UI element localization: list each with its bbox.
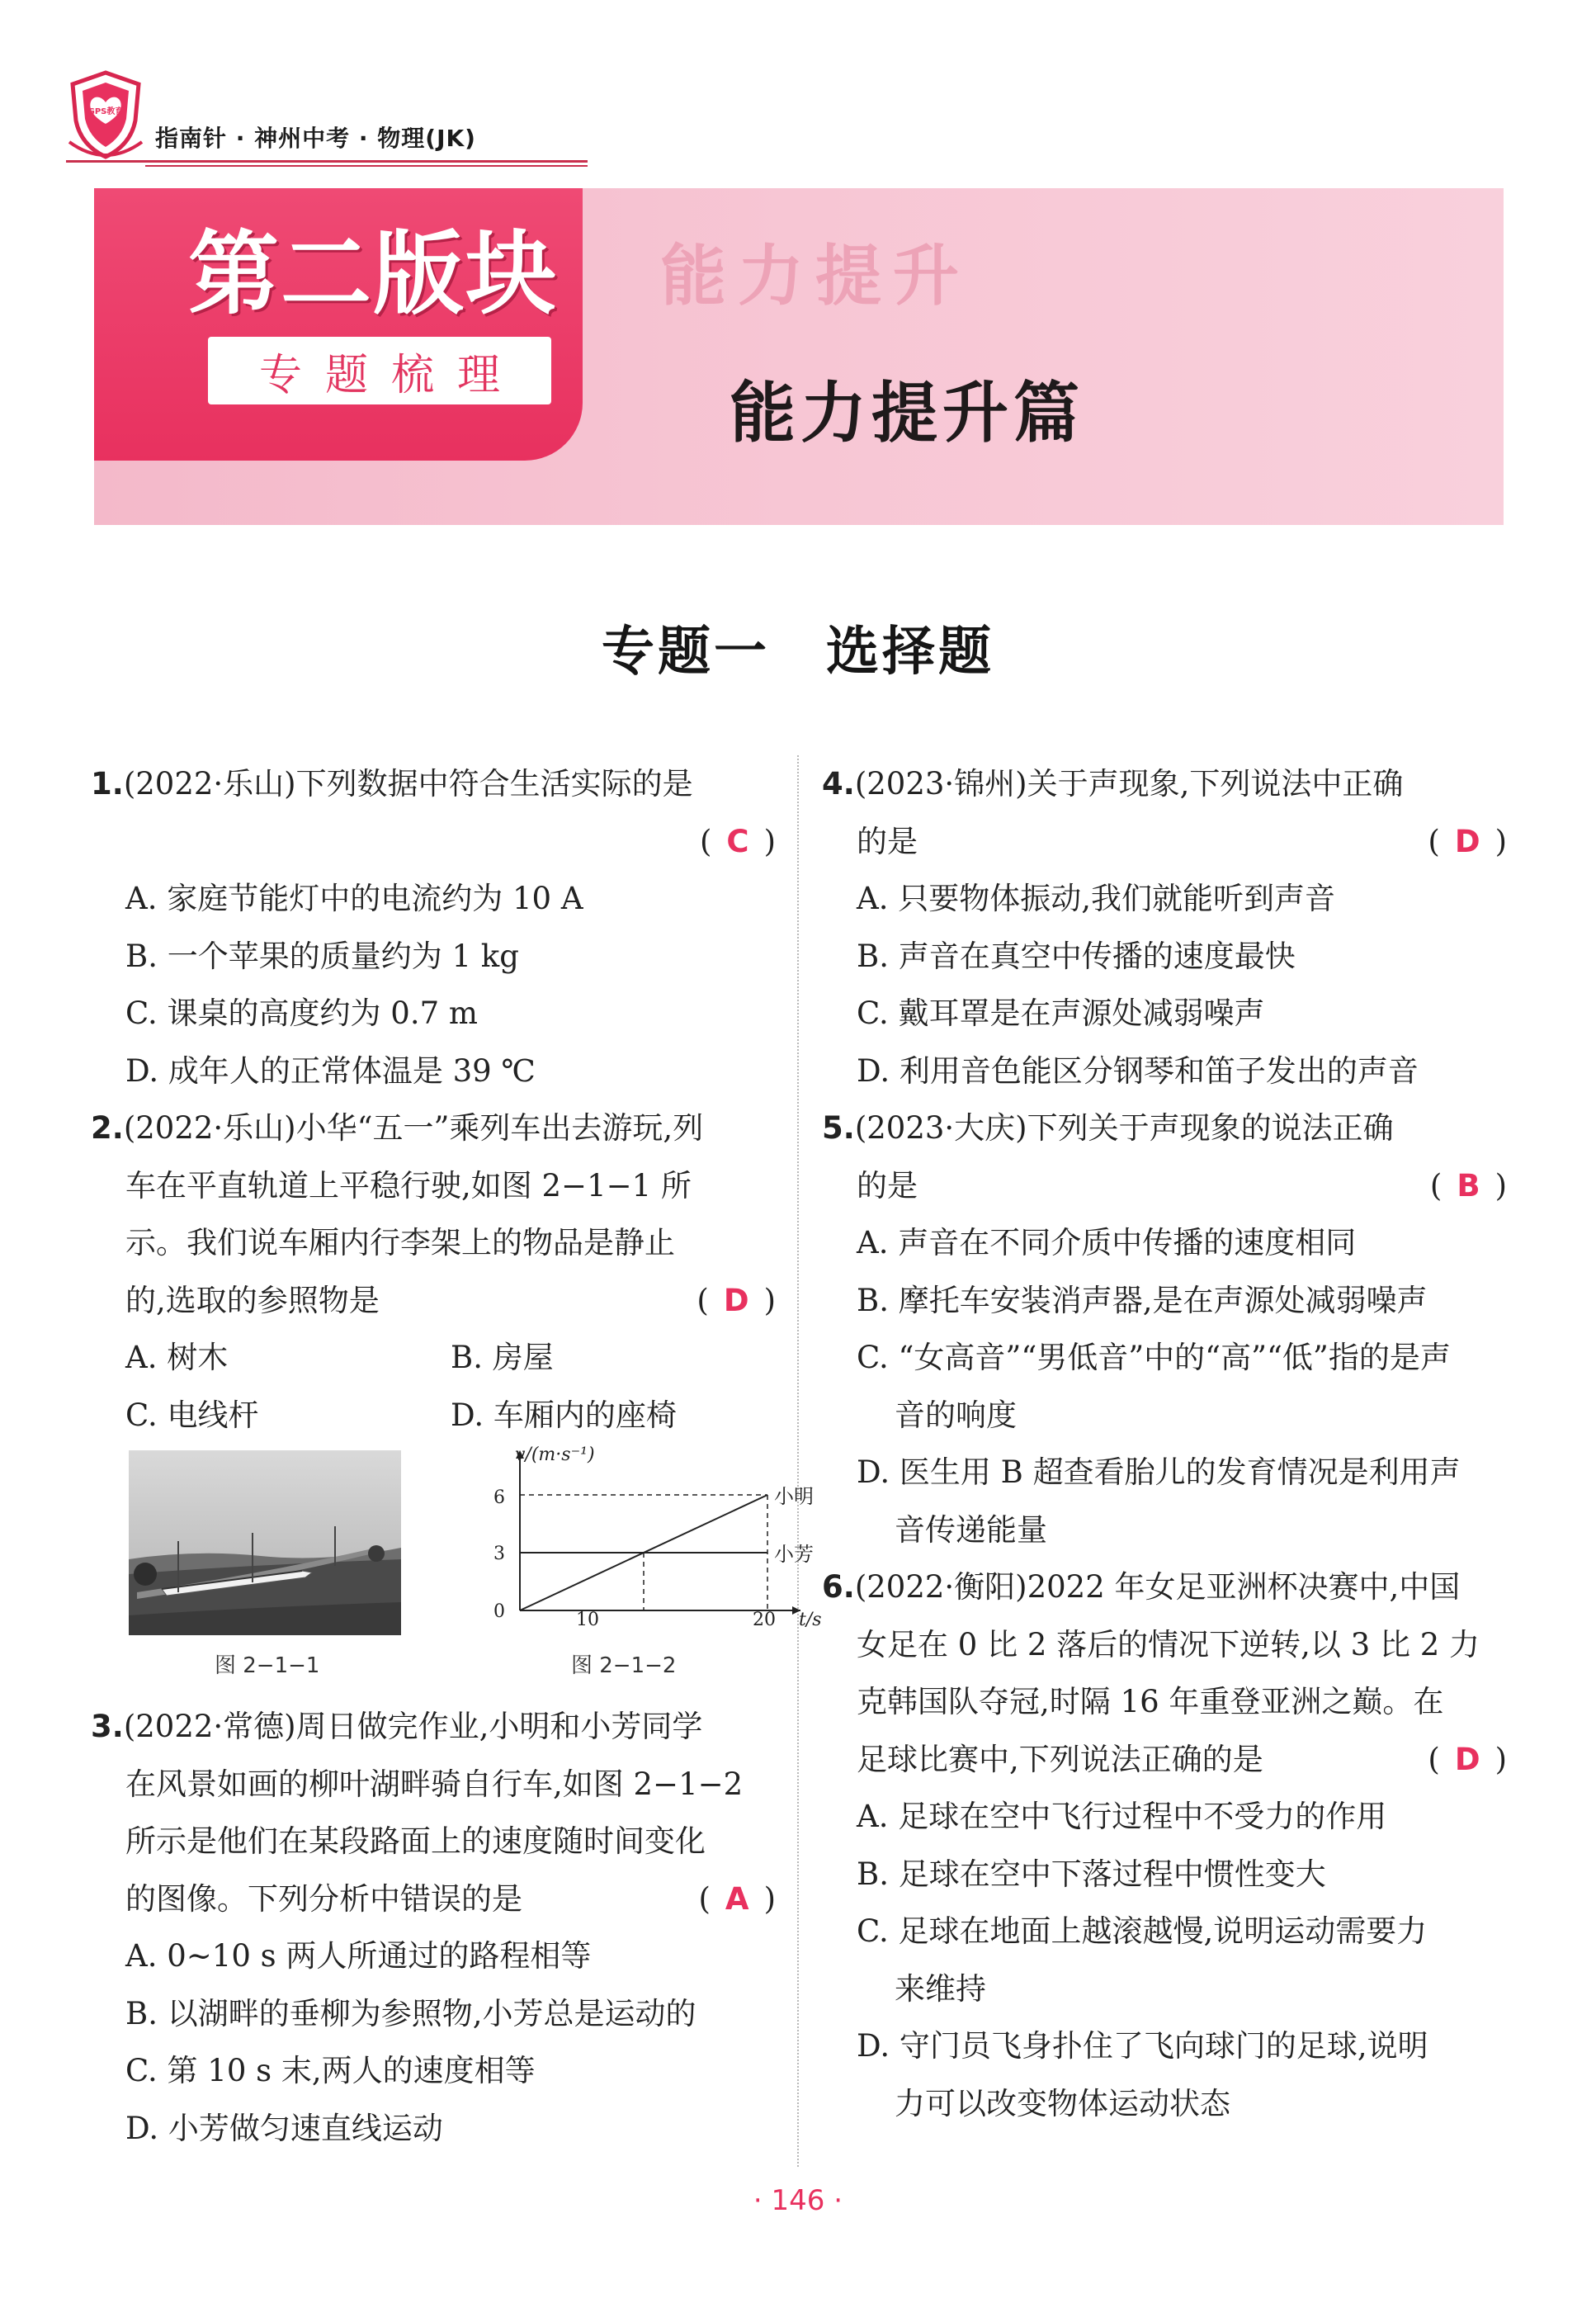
train-photo (129, 1450, 401, 1635)
option-d: D. 利用音色能区分钢琴和笛子发出的声音 (857, 1052, 1419, 1089)
question-stem: 所示是他们在某段路面上的速度随时间变化 (125, 1823, 706, 1859)
option-c: C. 第 10 s 末,两人的速度相等 (125, 2053, 536, 2088)
option-d: D. 小芳做匀速直线运动 (125, 2110, 443, 2146)
series-title: 指南针 · 神州中考 · 物理(JK) (155, 125, 476, 152)
question-stem: 在风景如画的柳叶湖畔骑自行车,如图 2−1−2 (125, 1766, 744, 1802)
answer-bracket: ( D ) (1428, 823, 1507, 859)
option-b: B. 以湖畔的垂柳为参照物,小芳总是运动的 (125, 1995, 696, 2031)
question-number: 3. (91, 1709, 124, 1744)
option-c-continued: 音的响度 (895, 1397, 1017, 1433)
question-2 (91, 1099, 776, 1444)
question-3 (91, 1698, 776, 2157)
banner-watermark: 能力提升 (660, 238, 970, 314)
question-stem: 克韩国队夺冠,时隔 16 年重登亚洲之巅。在 (857, 1684, 1444, 1719)
answer-letter: A (725, 1880, 749, 1917)
answer-letter: C (726, 823, 749, 859)
option-d: D. 成年人的正常体温是 39 ℃ (125, 1052, 536, 1089)
series-label-xiaoming: 小明 (774, 1485, 814, 1508)
question-number: 6. (822, 1569, 855, 1605)
answer-bracket: ( D ) (1428, 1741, 1507, 1777)
question-stem: 的是 (857, 823, 918, 859)
question-number: 5. (822, 1110, 855, 1146)
question-6 (822, 1558, 1507, 2132)
header-rule (66, 160, 588, 163)
x-tick-20: 20 (753, 1610, 776, 1630)
answer-bracket: ( B ) (1429, 1167, 1507, 1204)
answer-letter: D (723, 1282, 749, 1318)
option-a: A. 足球在空中飞行过程中不受力的作用 (857, 1799, 1387, 1834)
option-d-continued: 音传递能量 (895, 1511, 1047, 1548)
velocity-time-graph (479, 1442, 825, 1640)
block-title: 第二版块 (188, 221, 558, 327)
question-stem: 女足在 0 比 2 落后的情况下逆转,以 3 比 2 力 (857, 1626, 1480, 1662)
question-stem: (2022·乐山)下列数据中符合生活实际的是 (123, 766, 693, 802)
figure-caption-1: 图 2−1−1 (215, 1653, 320, 1678)
option-d: D. 车厢内的座椅 (451, 1397, 677, 1433)
page-number: · 146 · (753, 2184, 843, 2217)
option-a: A. 树木 (125, 1340, 229, 1375)
answer-bracket: ( C ) (699, 823, 776, 859)
question-stem: 示。我们说车厢内行李架上的物品是静止 (125, 1225, 675, 1260)
answer-letter: D (1454, 823, 1480, 859)
left-column (91, 755, 822, 2157)
option-b: B. 摩托车安装消声器,是在声源处减弱噪声 (857, 1282, 1428, 1318)
header-rule-secondary (145, 165, 588, 167)
x-tick-10: 10 (576, 1610, 599, 1630)
publisher-logo (66, 69, 145, 162)
question-stem: 的,选取的参照物是 (125, 1282, 380, 1318)
question-number: 4. (822, 766, 855, 802)
right-column (822, 755, 1507, 2132)
option-c: C. 戴耳罩是在声源处减弱噪声 (857, 995, 1265, 1031)
question-stem: 足球比赛中,下列说法正确的是 (857, 1741, 1263, 1777)
block-subtitle: 专题梳理 (208, 337, 551, 404)
question-stem: (2023·锦州)关于声现象,下列说法中正确 (854, 766, 1404, 802)
section-title: 专题一 选择题 (602, 622, 994, 683)
figures-row (91, 1445, 822, 1698)
question-stem: (2022·衡阳)2022 年女足亚洲杯决赛中,中国 (854, 1569, 1461, 1605)
answer-bracket: ( A ) (698, 1880, 776, 1917)
option-c: C. 足球在地面上越滚越慢,说明运动需要力 (857, 1913, 1428, 1949)
option-a: A. 只要物体振动,我们就能听到声音 (857, 881, 1336, 916)
question-stem: 的是 (857, 1167, 918, 1204)
option-a: A. 声音在不同介质中传播的速度相同 (857, 1225, 1357, 1260)
y-tick-6: 6 (493, 1487, 505, 1508)
figure-caption-2: 图 2−1−2 (571, 1653, 677, 1678)
question-stem: (2023·大庆)下列关于声现象的说法正确 (854, 1110, 1394, 1146)
option-c: C. 电线杆 (125, 1397, 259, 1433)
answer-bracket: ( D ) (696, 1282, 776, 1318)
option-d-continued: 力可以改变物体运动状态 (895, 2085, 1230, 2121)
option-c: C. “女高音”“男低音”中的“高”“低”指的是声 (857, 1340, 1451, 1375)
option-c: C. 课桌的高度约为 0.7 m (125, 995, 478, 1031)
question-1 (91, 755, 776, 1099)
option-d: D. 守门员飞身扑住了飞向球门的足球,说明 (857, 2028, 1428, 2064)
question-stem: 的图像。下列分析中错误的是 (125, 1880, 522, 1917)
question-5 (822, 1099, 1507, 1558)
question-number: 2. (91, 1110, 124, 1146)
banner-heading: 能力提升篇 (730, 375, 1084, 452)
logo-text: GPS教育 (87, 107, 124, 116)
question-stem: 车在平直轨道上平稳行驶,如图 2−1−1 所 (125, 1167, 692, 1204)
option-a: A. 0~10 s 两人所通过的路程相等 (125, 1938, 592, 1974)
option-b: B. 房屋 (451, 1340, 554, 1375)
question-4 (822, 755, 1507, 1099)
option-d: D. 医生用 B 超查看胎儿的发育情况是利用声 (857, 1454, 1461, 1490)
answer-letter: D (1454, 1741, 1480, 1777)
graph-plot-area (516, 1450, 800, 1615)
y-axis-label: v/(m·s⁻¹) (515, 1445, 595, 1465)
option-b: B. 足球在空中下落过程中惯性变大 (857, 1856, 1326, 1892)
question-number: 1. (91, 766, 124, 802)
option-b: B. 声音在真空中传播的速度最快 (857, 938, 1296, 974)
y-tick-0: 0 (493, 1601, 505, 1622)
answer-letter: B (1457, 1167, 1480, 1204)
x-axis-label: t/s (799, 1610, 822, 1630)
question-stem: (2022·乐山)小华“五一”乘列车出去游玩,列 (123, 1110, 704, 1146)
option-c-continued: 来维持 (895, 1970, 986, 2007)
series-label-xiaofang: 小芳 (774, 1543, 814, 1566)
question-stem: (2022·常德)周日做完作业,小明和小芳同学 (123, 1709, 703, 1744)
y-tick-3: 3 (493, 1544, 505, 1564)
option-a: A. 家庭节能灯中的电流约为 10 A (125, 881, 583, 916)
option-b: B. 一个苹果的质量约为 1 kg (125, 938, 519, 974)
